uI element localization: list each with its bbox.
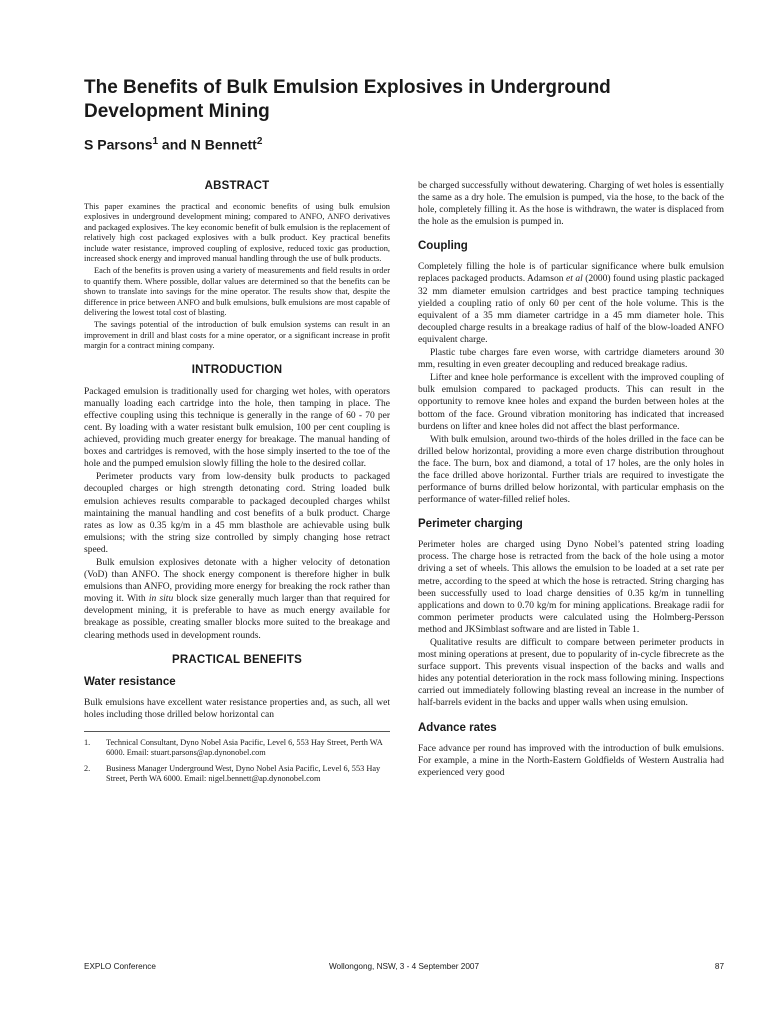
abstract-body [84, 202, 390, 352]
coupling-heading: Coupling [418, 240, 468, 253]
body-paragraph: Plastic tube charges fare even worse, with cartridge diameters around 30 mm, resulting in even greater decoupling and reduced breakage radius. [418, 348, 724, 371]
body-paragraph: be charged successfully without dewatering. Charging of wet holes is essentially the same as a dry hole. The emulsion is pumped, via the hose, to the back of the hole, completely filling it. As the hose is withdrawn, the water is displaced from the hole as the emulsion is pumped in. [418, 181, 724, 228]
water-resistance-body [84, 697, 390, 721]
italic-text: in situ [148, 594, 174, 605]
footnote-number: 2. [84, 763, 91, 773]
body-paragraph: Qualitative results are difficult to compare between perimeter products in most mining operations at present, due to popularity of in-cycle fibrecrete as the surface support. This prevents visual inspection of the backs and walls and hides any potential deterioration in the rock mass following mining. Inspections carried out immediately following blasting reveal an increase in the number of half-barrels evident in the backs and upper walls when using emulsion. [418, 638, 724, 709]
author-affiliation-2: 2 [256, 136, 263, 147]
text-run: Completely filling the hole is of particular significance where bulk emulsion replaces packaged products. Adamson [418, 262, 724, 285]
author-line [84, 132, 262, 155]
text-run: (2000) found using plastic packaged 32 mm diameter emulsion cartridges and best practice tamping techniques yielded a coupling ratio of only 60 per cent of the hole volume. This is the equivalent of a 35 mm diameter cartridge in a 45 mm diameter hole. This decoupled charge results in a breakage radius of half of the blow-loaded ANFO equivalent charge. [418, 274, 724, 345]
body-paragraph: Face advance per round has improved with the introduction of bulk emulsions. For example, a mine in the North-Eastern Goldfields of Western Australia had experienced very good [418, 743, 724, 778]
body-paragraph [418, 261, 724, 346]
abstract-paragraph: This paper examines the practical and economic benefits of using bulk emulsion explosives in underground development mining; compared to ANFO, ANFO derivatives and packaged explosives. The key economic benefit of bulk emulsion is the replacement of relatively high cost packaged explosives with a bulk product. Key practical benefits include water resistance, improved coupling of explosive, reduced toxic gas production, increased shock energy and improved manual handling through the use of bulk products. [84, 202, 390, 264]
advance-rates-heading: Advance rates [418, 721, 497, 734]
author-parsons: S Parsons [84, 136, 153, 153]
perimeter-charging-heading: Perimeter charging [418, 518, 523, 531]
author-affiliation-1: 1 [152, 136, 159, 147]
body-paragraph: Perimeter holes are charged using Dyno Nobel’s patented string loading process. The charge hose is retracted from the back of the hole using a motor driving a set of wheels. This allows the emulsion to be loaded at a set rate per metre, according to the speed at which the hose is retracted. String charging has been successfully used to load charge densities of 0.35 kg/m in tunnelling applications and down to 0.70 kg/m for mining applications. Breakage radii for common perimeter products were calculated using the Holmberg-Persson method and JKSimblast software and are listed in Table 1. [418, 540, 724, 635]
body-paragraph: Packaged emulsion is traditionally used for charging wet holes, with operators manually loading each cartridge into the hole, then tamping in place. The effective coupling using this technique is generally in the range of 60 - 70 per cent. By loading with a water resistant bulk emulsion, 100 per cent coupling is achieved, providing much greater energy for breakage. The manual handing of boxes and cartridges is removed, with the hose simply inserted to the toe of the hole and the pumped emulsion slowly filling the hole to the desired collar. [84, 386, 390, 470]
text-run: block size generally much larger than that required for development mining, it is preferable to have as much energy available for breakage as possible, creating smaller blocks more suited to the breakage and clearing methods used in development rounds. [84, 594, 390, 641]
perimeter-charging-body [418, 539, 724, 709]
body-paragraph [84, 557, 390, 642]
page-footer [84, 962, 724, 976]
water-resistance-heading: Water resistance [84, 675, 176, 688]
footnote-text: Business Manager Underground West, Dyno Nobel Asia Pacific, Level 6, 553 Hay Street, Perth WA 6000. Email: nigel.bennett@ap.dynonobel.com [106, 763, 381, 784]
footer-location-date: Wollongong, NSW, 3 - 4 September 2007 [328, 962, 480, 971]
paper-title: The Benefits of Bulk Emulsion Explosives in Underground Development Mining [84, 77, 611, 122]
text-run: Bulk emulsion explosives detonate with a higher velocity of detonation (VoD) than ANFO. The shock energy component is therefore higher in bulk emulsions than ANFO, providing more energy for breaking the rock rather than moving it. With [84, 558, 390, 605]
footnote-text: Technical Consultant, Dyno Nobel Asia Pacific, Level 6, 553 Hay Street, Perth WA 6000. Email: stuart.parsons@ap.dynonobel.com [106, 737, 383, 758]
body-paragraph: Bulk emulsions have excellent water resistance properties and, as such, all wet holes including those drilled below horizontal can [84, 697, 390, 720]
advance-rates-body [418, 743, 724, 779]
introduction-body [84, 386, 390, 642]
body-paragraph: Perimeter products vary from low-density bulk products to packaged decoupled charges or high strength detonating cord. String loaded bulk emulsion achieves results comparable to packaged decoupled charges whilst maintaining the manual handling and cost benefits of a bulk product. Charge rates as low as 0.35 kg/m in a 45 mm blasthole are achievable using bulk emulsions; with the string size controlled by simply changing hose retract speed. [84, 472, 390, 555]
italic-text: et al [565, 274, 583, 285]
footer-conference: EXPLO Conference [84, 962, 156, 971]
coupling-body [418, 261, 724, 506]
abstract-paragraph: The savings potential of the introduction of bulk emulsion systems can result in an improvement in drill and blast costs for a mine operator, or a significant increase in profit margin for a contract mining company. [84, 320, 390, 351]
author-bennett: N Bennett [190, 136, 257, 153]
body-paragraph: Lifter and knee hole performance is excellent with the improved coupling of bulk emulsion compared to packaged products. This can result in the opportunity to remove knee holes and expand the burden between holes at the bottom of the face. Ground vibration monitoring has indicated that increased burdens on lifter and knee holes did not affect the blast performance. [418, 373, 724, 432]
right-column [418, 180, 724, 779]
body-paragraph: With bulk emulsion, around two-thirds of the holes drilled in the face can be drilled below horizontal, providing a more even charge distribution throughout the face. The burn, box and diamond, a total of 17 holes, are the only holes in the face drilled above horizontal. Further trials are required to investigate the performance of burns drilled below horizontal, with particular emphasis on the performance of water-filled relief holes. [418, 434, 724, 506]
footnote [84, 738, 390, 759]
introduction-heading: INTRODUCTION [191, 363, 283, 376]
footnote-divider [84, 731, 390, 732]
water-resistance-continued [418, 180, 724, 228]
footnote [84, 764, 390, 785]
left-column [84, 180, 390, 789]
abstract-heading: ABSTRACT [204, 180, 270, 192]
footnote-number: 1. [84, 737, 91, 747]
page-number: 87 [714, 962, 724, 971]
abstract-paragraph: Each of the benefits is proven using a variety of measurements and field results in order to quantify them. Where possible, dollar values are determined so that the benefits can be shown to translate into savings for the mine operator. The results show that, despite the difference in price between ANFO and bulk emulsions, bulk emulsions are most capable of delivering the lowest total cost of blasting. [84, 266, 390, 318]
practical-benefits-heading: PRACTICAL BENEFITS [172, 653, 302, 666]
author-conjunction: and [158, 136, 191, 153]
